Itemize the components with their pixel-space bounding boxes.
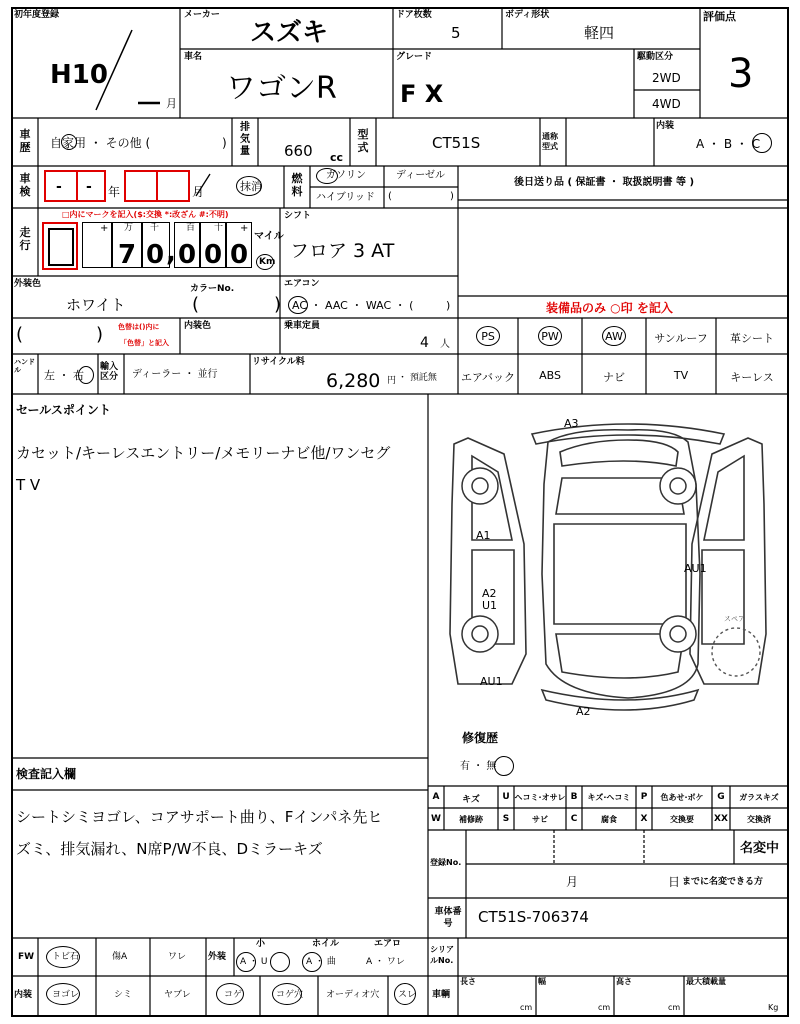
legend-desc-u: ヘコミ·オサレ bbox=[514, 793, 566, 802]
displacement-label: 排気量 bbox=[240, 122, 250, 157]
inspection-dash1: - bbox=[56, 179, 62, 195]
interior-koge-circle bbox=[216, 983, 244, 1005]
mileage-unit-mile: マイル bbox=[254, 231, 284, 242]
legend-code-w: W bbox=[431, 814, 441, 824]
displacement-unit: cc bbox=[330, 151, 344, 164]
interior-koge: コゲ bbox=[224, 990, 243, 1000]
diagram-label-a2-bottom: A2 bbox=[576, 705, 591, 718]
mileage-digit-2: 0 bbox=[146, 240, 165, 270]
score-label: 評価点 bbox=[703, 10, 736, 23]
legend-code-s: S bbox=[502, 814, 510, 824]
history-selected-circle bbox=[61, 134, 77, 150]
equipment-abs[interactable]: ABS bbox=[539, 369, 561, 382]
dimension-maxload-label: 最大積載量 bbox=[686, 977, 726, 986]
color-no-open: ( bbox=[192, 294, 200, 315]
fw-ko-label: 小 bbox=[256, 939, 266, 949]
registration-until: までに名変できる方 bbox=[682, 877, 764, 887]
aircon-close: ) bbox=[446, 299, 451, 312]
drive-label: 駆動区分 bbox=[637, 52, 674, 62]
repair-value: 有 ・ 無 bbox=[460, 761, 497, 772]
score-value: 3 bbox=[728, 51, 754, 97]
equipment-leather-seat[interactable]: 革シート bbox=[730, 332, 774, 345]
equipment-airbag[interactable]: エアバック bbox=[460, 371, 516, 384]
fw-ko-values: A ・ U bbox=[240, 957, 268, 967]
mileage-sen: 千 bbox=[150, 223, 160, 233]
equipment-navi[interactable]: ナビ bbox=[603, 371, 625, 384]
fw-aero-values: A ・ ワレ bbox=[366, 957, 405, 967]
interior-yogore: ヨゴレ bbox=[52, 990, 80, 1000]
inspection-label: 車検 bbox=[19, 172, 31, 198]
color-change-open: ( bbox=[16, 324, 24, 345]
body-type-label: ボディ形状 bbox=[505, 10, 550, 20]
inspection-notes-line1: シートシミヨゴレ、コアサポート曲り、Fインパネ先ヒ bbox=[16, 808, 383, 826]
color-change-note2: 「色替」と記入 bbox=[120, 339, 169, 347]
interior-kogeana-circle bbox=[272, 983, 302, 1005]
fuel-diesel: ディーゼル bbox=[396, 170, 445, 181]
fw-ko-a-circle bbox=[236, 952, 256, 972]
sales-point-line1: カセット/キーレスエントリー/メモリーナビ他/ワンセグ bbox=[16, 444, 391, 462]
legend-code-b: B bbox=[570, 792, 578, 802]
car-name-value: ワゴンR bbox=[226, 71, 337, 106]
shift-label: シフト bbox=[284, 211, 312, 221]
registration-label: 初年度登録 bbox=[14, 10, 60, 20]
mileage-juu: 十 bbox=[214, 223, 224, 233]
fw-wheel-a-circle bbox=[302, 952, 322, 972]
history-label: 車歴 bbox=[19, 128, 31, 154]
legend-desc-w: 補修跡 bbox=[459, 815, 483, 824]
color-no-label: カラーNo. bbox=[190, 284, 235, 294]
inspection-none: 抹消 bbox=[240, 180, 262, 193]
history-value: 自家用 ・ その他 ( bbox=[50, 136, 151, 150]
fuel-other: ( bbox=[388, 191, 392, 202]
interior-yabure: ヤブレ bbox=[164, 990, 191, 1000]
inspection-notes-line2: ズミ、排気漏れ、N席P/W不良、Dミラーキズ bbox=[16, 840, 323, 858]
legend-code-p: P bbox=[640, 792, 648, 802]
dimension-length-label: 長さ bbox=[460, 977, 476, 986]
inspection-dash2: - bbox=[86, 179, 92, 195]
aircon-circle bbox=[288, 296, 308, 314]
fw-wheel-label: ホイル bbox=[312, 939, 340, 949]
legend-desc-g: ガラスキズ bbox=[739, 793, 779, 802]
shift-value: フロア 3 AT bbox=[290, 240, 395, 262]
doors-label: ドア枚数 bbox=[396, 10, 432, 20]
inspection-notes-label: 検査記入欄 bbox=[16, 767, 77, 781]
recycle-unit: 円 bbox=[387, 376, 397, 386]
mileage-km-circle bbox=[256, 254, 274, 270]
recycle-deposit: ・ 預託無 bbox=[398, 373, 437, 383]
diagram-label-au1-right: AU1 bbox=[684, 562, 707, 575]
interior-sure: スレ bbox=[398, 990, 417, 1000]
registration-month-suffix: 月 bbox=[166, 97, 177, 110]
fw-aero-label: エアロ bbox=[374, 939, 402, 949]
registration-month: 月 bbox=[566, 875, 579, 889]
interior-color-label: 内装色 bbox=[184, 321, 212, 331]
equipment-pw[interactable]: PW bbox=[541, 330, 559, 343]
mileage-note: □内にマークを記入($:交換 *:改ざん #:不明) bbox=[62, 210, 229, 219]
equipment-sunroof[interactable]: サンルーフ bbox=[654, 332, 708, 345]
color-change-note1: 色替は()内に bbox=[118, 323, 160, 331]
diagram-label-a2: A2 bbox=[482, 587, 497, 600]
color-change-close: ) bbox=[96, 324, 104, 345]
registration-era: H10 bbox=[50, 60, 108, 90]
interior-grade-circle bbox=[752, 133, 772, 153]
registration-no-label: 登録No. bbox=[430, 858, 462, 867]
interior-yogore-circle bbox=[46, 983, 80, 1005]
dimension-width-unit: cm bbox=[598, 1003, 611, 1012]
dimensions-label: 車輌 bbox=[432, 990, 451, 1000]
capacity-unit: 人 bbox=[440, 339, 450, 350]
handle-label: ハンドル bbox=[14, 358, 35, 374]
diagram-label-au1-left: AU1 bbox=[480, 675, 503, 688]
dimension-width-label: 幅 bbox=[538, 977, 546, 986]
fw-ko-u-circle bbox=[270, 952, 290, 972]
dimension-length-unit: cm bbox=[520, 1003, 533, 1012]
legend-desc-xx: 交換済 bbox=[747, 815, 771, 824]
drive-4wd: 4WD bbox=[652, 97, 681, 111]
grade-label: グレード bbox=[396, 52, 433, 62]
fuel-hybrid: ハイブリッド bbox=[316, 192, 375, 203]
equipment-tv[interactable]: TV bbox=[673, 369, 689, 382]
recycle-value: 6,280 bbox=[326, 370, 381, 392]
diagram-label-spare: スペア bbox=[724, 615, 745, 623]
chassis-value: CT51S-706374 bbox=[478, 908, 589, 926]
model-value: CT51S bbox=[432, 134, 481, 152]
equipment-header: 装備品のみ ○印 を記入 bbox=[546, 301, 673, 315]
interior-audio: オーディオ穴 bbox=[326, 990, 380, 1000]
dimension-maxload-unit: Kg bbox=[768, 1003, 779, 1012]
legend-desc-x: 交換要 bbox=[670, 815, 694, 824]
sales-point-line2: T V bbox=[16, 476, 41, 494]
registration-day: 日 bbox=[668, 875, 681, 889]
common-model-label: 通称型式 bbox=[542, 132, 558, 151]
interior-grade-value: A ・ B ・ C bbox=[696, 137, 761, 151]
color-no-close: ) bbox=[274, 294, 282, 315]
history-close: ) bbox=[222, 136, 227, 150]
legend-code-a: A bbox=[432, 792, 440, 802]
dimension-height-unit: cm bbox=[668, 1003, 681, 1012]
body-type-value: 軽四 bbox=[584, 24, 615, 42]
mileage-digit-5: 0 bbox=[230, 240, 249, 270]
maker-label: メーカー bbox=[184, 10, 220, 20]
import-label: 輸入区分 bbox=[100, 362, 119, 382]
model-label: 型式 bbox=[357, 128, 369, 154]
diagram-label-u1: U1 bbox=[482, 599, 498, 612]
mileage-plus2: + bbox=[240, 223, 249, 234]
handle-value: 左 ・ 右 bbox=[44, 369, 84, 382]
repair-label: 修復歴 bbox=[462, 731, 499, 745]
legend-code-x: X bbox=[640, 814, 648, 824]
fw-label: FW bbox=[18, 952, 35, 962]
exterior-color-value: ホワイト bbox=[66, 296, 126, 314]
recycle-label: リサイクル料 bbox=[252, 357, 305, 367]
mileage-digit-3: 0 bbox=[178, 240, 197, 270]
dimension-height-label: 高さ bbox=[616, 977, 632, 986]
repair-circle bbox=[494, 756, 514, 776]
inspection-none-circle bbox=[236, 176, 262, 196]
equipment-aw-circle bbox=[602, 326, 626, 346]
inspection-year-suffix: 年 bbox=[108, 185, 121, 199]
equipment-keyless[interactable]: キーレス bbox=[730, 371, 774, 384]
fw-wheel-values: A ・ 曲 bbox=[306, 957, 336, 967]
interior-kogeana: コゲ穴 bbox=[276, 990, 304, 1000]
capacity-value: 4 bbox=[420, 335, 429, 351]
interior-row-label: 内装 bbox=[14, 990, 33, 1000]
aircon-label: エアコン bbox=[284, 279, 320, 289]
fw-tobi: トビ石 bbox=[52, 952, 80, 962]
sales-point-label: セールスポイント bbox=[16, 403, 111, 417]
fw-tobi-circle bbox=[46, 946, 80, 968]
fuel-gasoline-circle bbox=[316, 168, 338, 184]
equipment-ps-circle bbox=[476, 326, 500, 346]
drive-2wd: 2WD bbox=[652, 71, 681, 85]
mileage-label: 走行 bbox=[19, 226, 31, 252]
diagram-label-a3: A3 bbox=[564, 417, 579, 430]
fuel-label: 燃料 bbox=[291, 172, 303, 198]
aircon-value: AC ・ AAC ・ WAC ・ ( bbox=[292, 299, 414, 312]
chassis-label: 車体番号 bbox=[434, 907, 462, 929]
serial-label: シリアルNo. bbox=[430, 945, 454, 965]
inspection-month-box1[interactable] bbox=[124, 170, 158, 202]
interior-grade-label: 内装 bbox=[656, 121, 675, 131]
legend-desc-b: キズ·ヘコミ bbox=[587, 793, 631, 802]
mileage-unit-km: Km bbox=[259, 257, 276, 267]
mileage-plus1: + bbox=[100, 223, 109, 234]
grade-value: F X bbox=[400, 80, 444, 108]
legend-desc-c: 腐食 bbox=[601, 815, 617, 824]
legend-code-c: C bbox=[570, 814, 578, 824]
capacity-label: 乗車定員 bbox=[284, 321, 321, 331]
doors-value: 5 bbox=[451, 24, 461, 42]
maker-value: スズキ bbox=[250, 18, 329, 48]
mileage-hyaku: 百 bbox=[186, 223, 196, 233]
equipment-aw[interactable]: AW bbox=[605, 330, 623, 343]
mileage-mark-inner bbox=[48, 228, 74, 266]
interior-shimi: シミ bbox=[114, 990, 133, 1000]
inspection-month-box2[interactable] bbox=[156, 170, 190, 202]
displacement-value: 660 bbox=[284, 142, 313, 160]
equipment-ps[interactable]: PS bbox=[481, 330, 495, 343]
diagram-label-a1: A1 bbox=[476, 529, 491, 542]
fw-gaisou: 外装 bbox=[208, 952, 227, 962]
legend-desc-p: 色あせ·ボケ bbox=[660, 793, 704, 802]
fuel-other-close: ) bbox=[450, 191, 454, 202]
legend-code-u: U bbox=[502, 792, 510, 802]
mileage-digit-4: 0 bbox=[204, 240, 223, 270]
import-value: ディーラー ・ 並行 bbox=[132, 369, 218, 380]
handle-circle bbox=[78, 366, 94, 384]
equipment-pw-circle bbox=[538, 326, 562, 346]
interior-sure-circle bbox=[394, 983, 416, 1005]
legend-code-g: G bbox=[717, 792, 725, 802]
later-items: 後日送り品 ( 保証書 ・ 取扱説明書 等 ) bbox=[514, 177, 695, 188]
legend-desc-s: サビ bbox=[532, 815, 548, 824]
mileage-digit-1: 7 bbox=[118, 240, 137, 270]
car-name-label: 車名 bbox=[184, 52, 203, 62]
name-change-label: 名変中 bbox=[740, 841, 780, 856]
legend-code-xx: XX bbox=[714, 814, 728, 824]
fuel-gasoline: ガソリン bbox=[326, 170, 366, 181]
legend-desc-a: キズ bbox=[462, 795, 480, 805]
exterior-color-label: 外装色 bbox=[14, 279, 42, 289]
mileage-man: 万 bbox=[124, 223, 134, 233]
inspection-month-suffix: 月 bbox=[192, 185, 205, 199]
fw-ware: ワレ bbox=[168, 952, 187, 962]
mileage-comma: , bbox=[166, 238, 176, 268]
fw-kizu-a: 傷A bbox=[112, 952, 128, 962]
